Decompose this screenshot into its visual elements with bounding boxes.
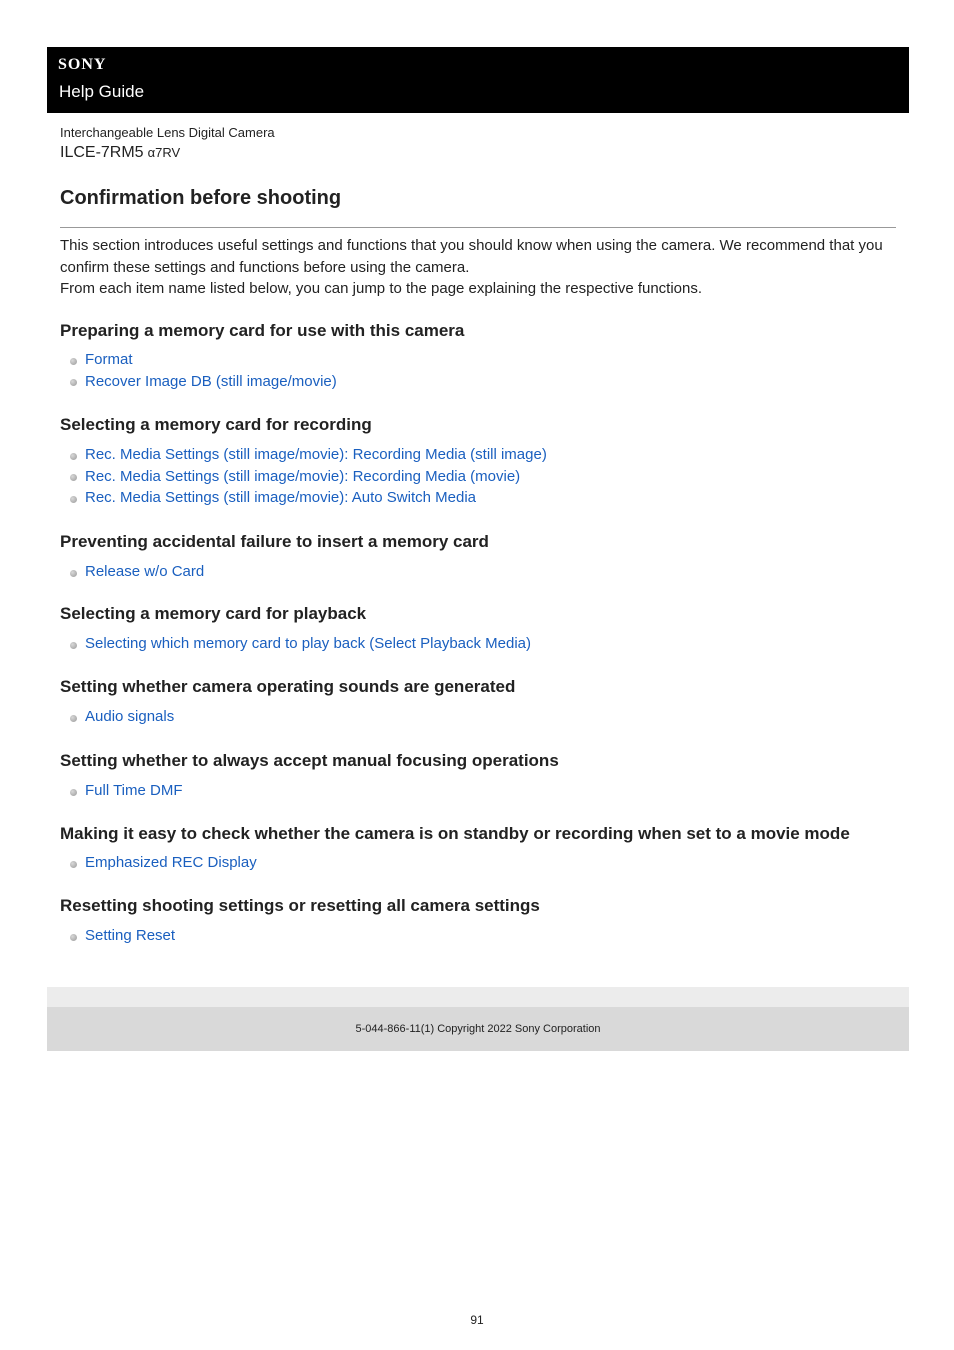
model-number: ILCE-7RM5 <box>60 144 144 161</box>
copyright-text: 5-044-866-11(1) Copyright 2022 Sony Corporation <box>355 1023 601 1035</box>
list-item <box>70 706 174 728</box>
link-full-time-dmf[interactable]: Full Time DMF <box>85 782 183 800</box>
link-auto-switch-media[interactable]: Rec. Media Settings (still image/movie): Auto Switch Media <box>85 489 476 507</box>
list-item <box>70 349 337 371</box>
link-list <box>70 633 531 655</box>
list-item <box>70 444 547 466</box>
section-heading: Selecting a memory card for recording <box>60 415 372 434</box>
footer-band <box>47 987 909 1007</box>
list-item <box>70 780 183 802</box>
bullet-icon <box>70 379 77 386</box>
link-recording-media-movie[interactable]: Rec. Media Settings (still image/movie): Recording Media (movie) <box>85 467 521 485</box>
link-list <box>70 349 337 392</box>
link-setting-reset[interactable]: Setting Reset <box>85 927 176 945</box>
intro-text <box>60 235 896 300</box>
model-name <box>60 144 180 162</box>
sony-logo: SONY <box>58 56 107 73</box>
list-item <box>70 925 175 947</box>
list-item <box>70 487 547 509</box>
list-item <box>70 561 204 583</box>
section-heading: Making it easy to check whether the camera is on standby or recording when set to a movie mode <box>60 824 850 843</box>
section-heading: Setting whether to always accept manual focusing operations <box>60 751 559 770</box>
link-list <box>70 561 204 583</box>
bullet-icon <box>70 358 77 365</box>
bullet-icon <box>70 715 77 722</box>
bullet-icon <box>70 453 77 460</box>
link-list <box>70 706 174 728</box>
link-list <box>70 925 175 947</box>
section-heading: Preparing a memory card for use with this camera <box>60 321 465 340</box>
bullet-icon <box>70 934 77 941</box>
link-list <box>70 444 547 509</box>
link-list <box>70 852 257 874</box>
page-number: 91 <box>470 1313 484 1327</box>
list-item <box>70 371 337 393</box>
bullet-icon <box>70 789 77 796</box>
section-heading: Setting whether camera operating sounds are generated <box>60 677 516 696</box>
link-recover-image-db[interactable]: Recover Image DB (still image/movie) <box>85 372 337 390</box>
list-item <box>70 633 531 655</box>
link-select-playback-media[interactable]: Selecting which memory card to play back (Select Playback Media) <box>85 635 532 653</box>
bullet-icon <box>70 474 77 481</box>
intro-paragraph: This section introduces useful settings and functions that you should know when using the camera. We recommend that you confirm these settings and functions before using the camera. <box>60 237 883 276</box>
page-title: Confirmation before shooting <box>60 187 342 209</box>
link-audio-signals[interactable]: Audio signals <box>85 708 175 726</box>
section-heading: Resetting shooting settings or resetting all camera settings <box>60 896 540 915</box>
model-sub: α7RV <box>147 145 181 160</box>
header-bar <box>47 47 909 113</box>
list-item <box>70 852 257 874</box>
title-divider <box>60 227 896 228</box>
section-heading: Selecting a memory card for playback <box>60 604 367 623</box>
link-recording-media-still[interactable]: Rec. Media Settings (still image/movie): Recording Media (still image) <box>85 446 547 464</box>
bullet-icon <box>70 861 77 868</box>
bullet-icon <box>70 642 77 649</box>
product-line: Interchangeable Lens Digital Camera <box>60 125 275 140</box>
link-release-without-card[interactable]: Release w/o Card <box>85 563 205 581</box>
footer <box>47 1007 909 1051</box>
link-format[interactable]: Format <box>85 351 133 369</box>
help-guide-title: Help Guide <box>59 82 145 101</box>
link-emphasized-rec-display[interactable]: Emphasized REC Display <box>85 854 257 872</box>
section-heading: Preventing accidental failure to insert a memory card <box>60 532 489 551</box>
intro-paragraph: From each item name listed below, you can jump to the page explaining the respective functions. <box>60 280 703 297</box>
bullet-icon <box>70 570 77 577</box>
bullet-icon <box>70 496 77 503</box>
list-item <box>70 466 547 488</box>
link-list <box>70 780 183 802</box>
